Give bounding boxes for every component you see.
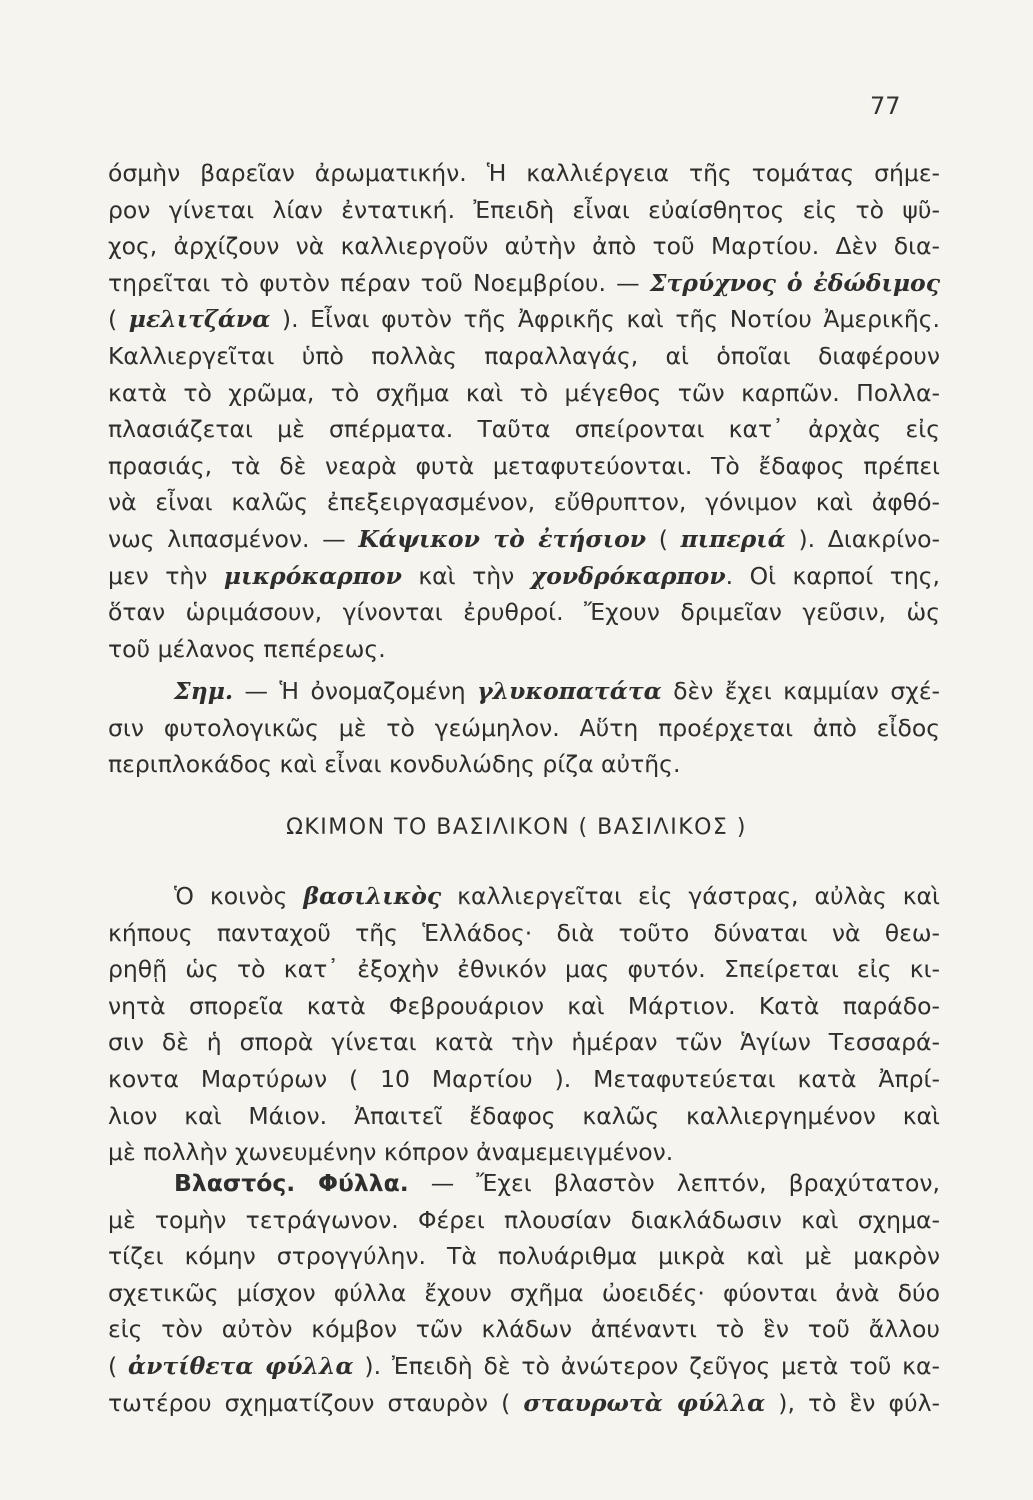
text-line: Καλλιεργεῖται ὑπὸ πολλὰς παραλλαγάς, αἱ ὁποῖαι διαφέρουν [108,341,940,370]
text-line [108,521,940,558]
text-run: ), τὸ ἓν φύλ- [765,1388,940,1417]
botanical-name: Στρύχνος ὁ ἐδώδιμος [649,268,940,297]
common-name: βασιλικὸς [303,882,442,910]
paragraph-stem-leaves [108,1165,940,1421]
text-run: τηρεῖται τὸ φυτὸν πέραν τοῦ Νοεμβρίου. — [108,268,650,297]
text-line: τοῦ μέλανος πεπέρεως. [108,634,386,663]
variety-term: μικρόκαρπον [223,561,402,590]
text-run: ). Διακρίνο- [785,524,940,553]
page-number: 77 [870,92,901,120]
text-line: όσμὴν βαρεῖαν ἀρωματικήν. Ἡ καλλιέργεια τῆς τομάτας σήμε- [108,159,940,187]
text-run: — Ἔχει βλαστὸν λεπτόν, βραχύτατον, [408,1169,940,1197]
text-line: νητὰ σπορεῖα κατὰ Φεβρουάριον καὶ Μάρτιον. Κατὰ παράδο- [108,991,940,1020]
paragraph-note-sweet-potato [108,673,940,783]
text-run: — Ἡ ὀνομαζομένη [233,677,478,705]
botanical-name: Κάψικον τὸ ἐτήσιον [358,524,647,553]
variety-term: χονδρόκαρπον [530,561,726,590]
text-run: μεν τὴν [108,561,224,590]
text-run: τωτέρου σχηματίζουν σταυρὸν ( [108,1388,524,1417]
text-run: . Οἱ καρποί της, [725,561,941,590]
text-line: ρον γίνεται λίαν ἐντατική. Ἐπειδὴ εἶναι εὐαίσθητος εἰς τὸ ψῦ- [108,195,940,224]
text-run: ( [646,524,681,553]
text-line: σχετικῶς μίσχον φύλλα ἔχουν σχῆμα ὠοειδές· φύονται ἀνὰ δύο [108,1278,940,1307]
text-line [108,265,940,302]
text-line: ρηθῇ ὡς τὸ κατ᾽ ἐξοχὴν ἐθνικόν μας φυτόν. Σπείρεται εἰς κι- [108,955,940,984]
text-line [108,558,940,595]
botanical-term: σταυρωτὰ φύλλα [523,1388,766,1417]
text-line: κήπους πανταχοῦ τῆς Ἑλλάδος· διὰ τοῦτο δύναται νὰ θεω- [108,918,940,947]
text-line: περιπλοκάδος καὶ εἶναι κονδυλώδης ρίζα αὐτῆς. [108,750,681,779]
text-line: μὲ πολλὴν χωνευμένην κόπρον ἀναμεμειγμένον. [108,1138,674,1167]
text-run: δὲν ἔχει καμμίαν σχέ- [661,677,940,705]
text-line [108,301,940,338]
text-line [108,1348,940,1385]
text-run: καλλιεργεῖται εἰς γάστρας, αὐλὰς καὶ [441,882,940,910]
text-line: ὅταν ὡριμάσουν, γίνονται ἐρυθροί. Ἔχουν δριμεῖαν γεῦσιν, ὡς [108,598,940,627]
common-name: πιπεριά [680,524,786,553]
common-name: γλυκοπατάτα [477,677,662,705]
text-line: λιον καὶ Μάιον. Ἀπαιτεῖ ἔδαφος καλῶς καλλιεργημένον καὶ [108,1101,940,1130]
text-run: ). Ἐπειδὴ δὲ τὸ ἀνώτερον ζεῦγος μετὰ τοῦ κα- [353,1351,940,1380]
text-line: σιν δὲ ἡ σπορὰ γίνεται κατὰ τὴν ἡμέραν τῶν Ἁγίων Τεσσαρά- [108,1028,940,1057]
botanical-term: ἀντίθετα φύλλα [128,1351,354,1380]
text-run: νως λιπασμένον. — [108,524,359,553]
subheading: Βλαστός. Φύλλα. [174,1169,409,1197]
text-run: καὶ τὴν [401,561,531,590]
text-line [108,673,940,710]
common-name: μελιτζάνα [128,305,271,334]
paragraph-tomato-eggplant-pepper [108,155,940,667]
text-run: ( [108,1351,128,1380]
text-line: εἰς τὸν αὐτὸν κόμβον τῶν κλάδων ἀπέναντι τὸ ἓν τοῦ ἄλλου [108,1315,940,1344]
text-line: κοντα Μαρτύρων ( 10 Μαρτίου ). Μεταφυτεύεται κατὰ Ἀπρί- [108,1064,940,1093]
text-run: Ὁ κοινὸς [174,882,304,910]
text-line: πρασιάς, τὰ δὲ νεαρὰ φυτὰ μεταφυτεύονται. Τὸ ἔδαφος πρέπει [108,451,940,480]
text-line: πλασιάζεται μὲ σπέρματα. Ταῦτα σπείρονται κατ᾽ ἀρχὰς εἰς [108,415,940,444]
text-run: ( [108,305,129,334]
text-line [108,878,940,915]
note-label: Σημ. [174,677,234,705]
text-line: νὰ εἶναι καλῶς ἐπεξειργασμένον, εὔθρυπτον, γόνιμον καὶ ἀφθό- [108,488,940,517]
text-line: σιν φυτολογικῶς μὲ τὸ γεώμηλον. Αὕτη προέρχεται ἀπὸ εἶδος [108,713,940,742]
text-line [108,1165,940,1202]
section-heading-basil: ΩΚΙΜΟΝ ΤΟ ΒΑΣΙΛΙΚΟΝ ( ΒΑΣΙΛΙΚΟΣ ) [286,815,747,840]
text-line: χος, ἀρχίζουν νὰ καλλιεργοῦν αὐτὴν ἀπὸ τοῦ Μαρτίου. Δὲν δια- [108,232,940,261]
text-run: ). Εἶναι φυτὸν τῆς Ἀφρικῆς καὶ τῆς Νοτίου Ἀμερικῆς. [270,305,940,334]
paragraph-basil-intro [108,878,940,1171]
text-line: τίζει κόμην στρογγύλην. Τὰ πολυάριθμα μικρὰ καὶ μὲ μακρὸν [108,1242,940,1271]
text-line: μὲ τομὴν τετράγωνον. Φέρει πλουσίαν διακλάδωσιν καὶ σχημα- [108,1205,940,1234]
text-line: κατὰ τὸ χρῶμα, τὸ σχῆμα καὶ τὸ μέγεθος τῶν καρπῶν. Πολλα- [108,378,940,407]
text-line [108,1385,940,1422]
